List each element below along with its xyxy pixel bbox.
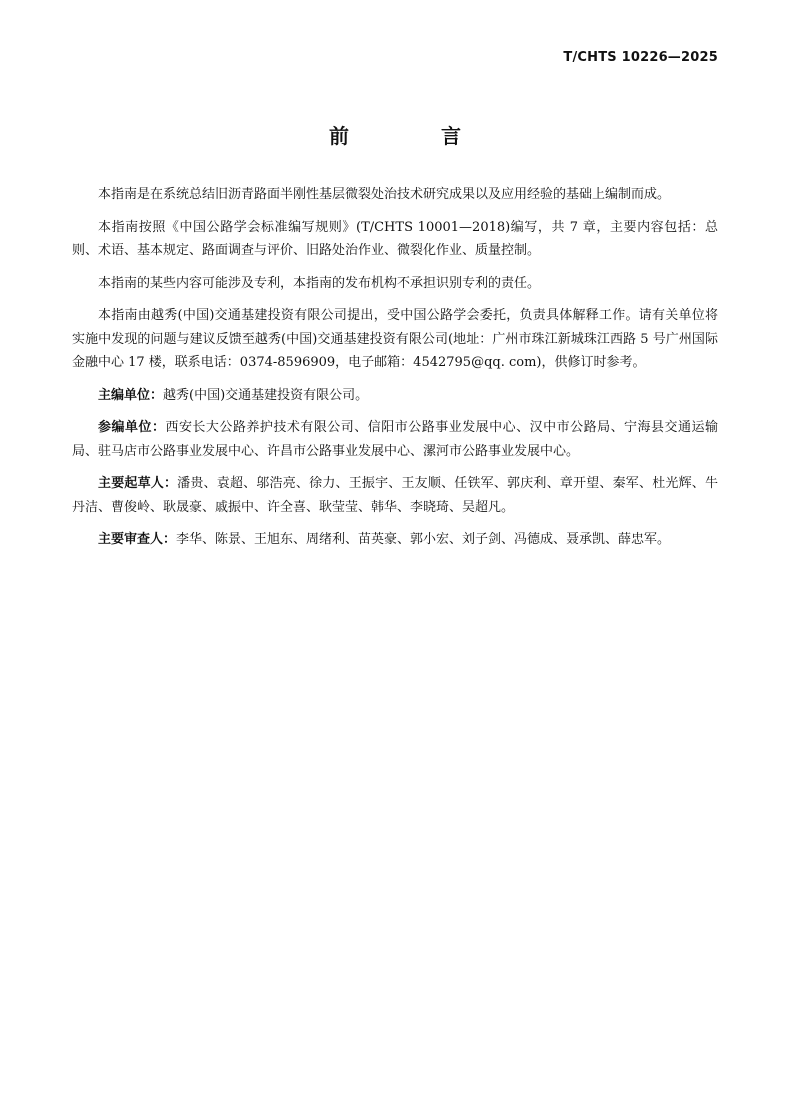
paragraph-structure xyxy=(72,216,718,263)
drafters-label: 主要起草人： xyxy=(98,476,178,491)
participants-label: 参编单位： xyxy=(98,420,166,435)
paragraph-drafters xyxy=(72,472,718,519)
reviewers-label: 主要审查人： xyxy=(98,532,177,547)
reviewers-text: 李华、陈景、王旭东、周绪利、苗英豪、郭小宏、刘子剑、冯德成、聂承凯、薛忠军。 xyxy=(176,532,671,547)
foreword-body xyxy=(72,183,718,561)
standard-code: T/CHTS 10226—2025 xyxy=(563,50,718,65)
paragraph-contact xyxy=(72,304,718,375)
paragraph-participants xyxy=(72,416,718,463)
paragraph-text: 本指南按照《中国公路学会标准编写规则》(T/CHTS 10001—2018)编写，共 7 章，主要内容包括：总则、术语、基本规定、路面调查与评价、旧路处治作业、微裂化作业、质量控制。 xyxy=(72,219,718,258)
paragraph-chief-editor xyxy=(72,384,718,408)
paragraph-reviewers xyxy=(72,528,718,552)
participants-text: 西安长大公路养护技术有限公司、信阳市公路事业发展中心、汉中市公路局、宁海县交通运输局、驻马店市公路事业发展中心、许昌市公路事业发展中心、漯河市公路事业发展中心。 xyxy=(72,420,718,459)
paragraph-patent xyxy=(72,272,718,296)
paragraph-text: 本指南由越秀(中国)交通基建投资有限公司提出，受中国公路学会委托，负责具体解释工作。请有关单位将实施中发现的问题与建议反馈至越秀(中国)交通基建投资有限公司(地址：广州市珠江新城珠江西路 5 号广州国际金融中心 17 楼，联系电话：0374-8596909，电子邮箱：4542795@qq. com)，供修订时参考。 xyxy=(72,308,718,370)
page-title: 前 言 xyxy=(329,124,497,148)
paragraph-text: 本指南的某些内容可能涉及专利，本指南的发布机构不承担识别专利的责任。 xyxy=(98,275,541,291)
chief-editor-text: 越秀(中国)交通基建投资有限公司。 xyxy=(163,387,369,403)
chief-editor-label: 主编单位： xyxy=(98,387,164,403)
drafters-text: 潘贵、袁超、邬浩亮、徐力、王振宇、王友顺、任铁军、郭庆利、章开望、秦军、杜光辉、牛丹洁、曹俊岭、耿晟豪、戚振中、许全喜、耿莹莹、韩华、李晓琦、吴超凡。 xyxy=(72,476,718,515)
paragraph-intro xyxy=(72,183,718,207)
paragraph-text: 本指南是在系统总结旧沥青路面半刚性基层微裂处治技术研究成果以及应用经验的基础上编制而成。 xyxy=(98,187,671,202)
